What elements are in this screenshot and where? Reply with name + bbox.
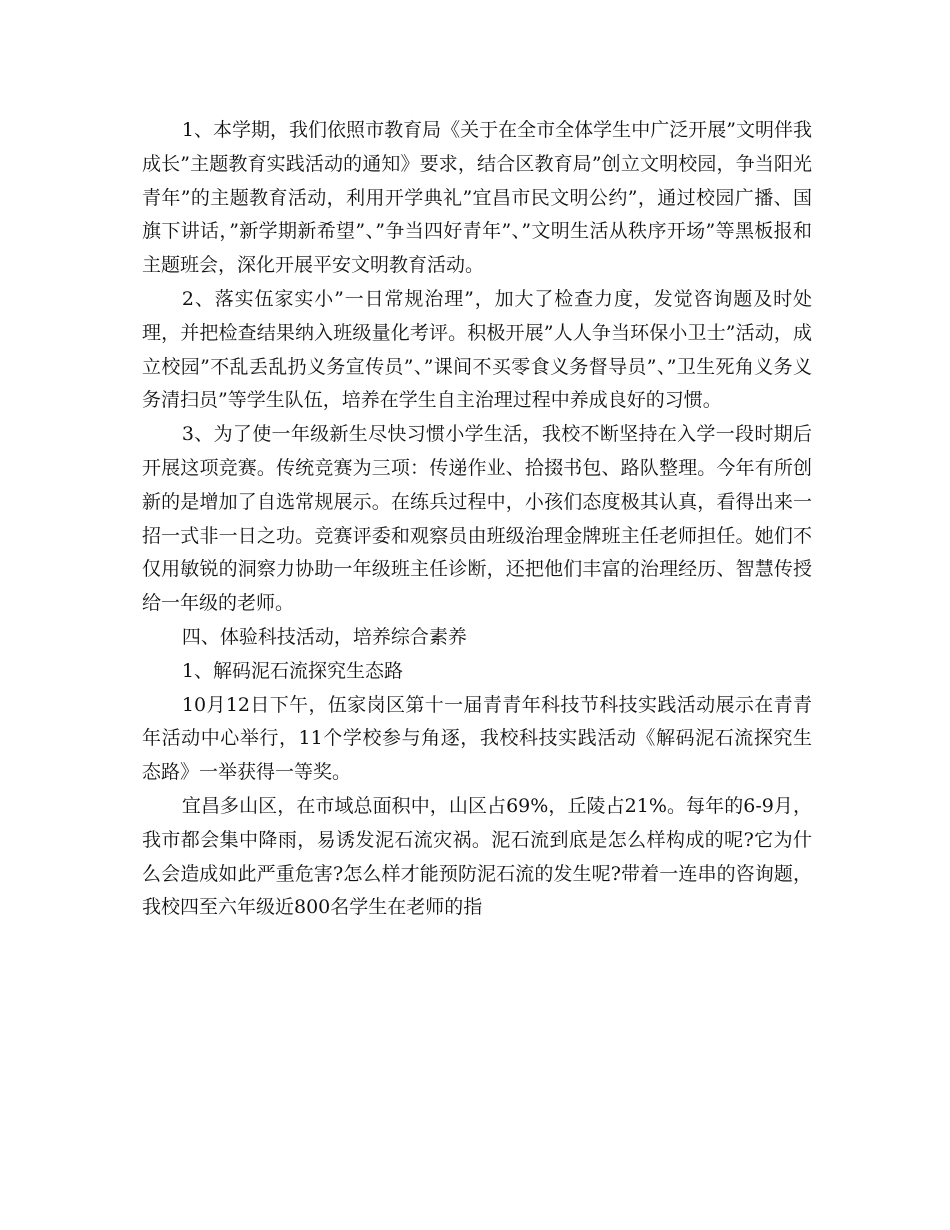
paragraph-2: 2、落实伍家实小”一日常规治理”，加大了检查力度，发觉咨询题及时处理，并把检查结果纳入班级量化考评。积极开展”人人争当环保小卫士”活动，成立校园”不乱丢乱扔义务宣传员”、”课间不买零食义务督导员”、”卫生死角义务义务清扫员”等学生队伍，培养在学生自主治理过程中养成良好的习惯。 <box>142 287 812 412</box>
section-heading: 四、体验科技活动，培养综合素养 <box>181 625 467 648</box>
paragraph-4: 10月12日下午，伍家岗区第十一届青青年科技节科技实践活动展示在青青年活动中心举行，11个学校参与角逐，我校科技实践活动《解码泥石流探究生态路》一举获得一等奖。 <box>142 693 812 784</box>
paragraph-3: 3、为了使一年级新生尽快习惯小学生活，我校不断坚持在入学一段时期后开展这项竞赛。传统竞赛为三项：传递作业、拾掇书包、路队整理。今年有所创新的是增加了自选常规展示。在练兵过程中，小孩们态度极其认真，看得出来一招一式非一日之功。竞赛评委和观察员由班级治理金牌班主任老师担任。她们不仅用敏锐的洞察力协助一年级班主任诊断，还把他们丰富的治理经历、智慧传授给一年级的老师。 <box>142 423 812 615</box>
subsection-heading: 1、解码泥石流探究生态路 <box>181 659 403 682</box>
document-body <box>142 114 812 925</box>
paragraph-1: 1、本学期，我们依照市教育局《关于在全市全体学生中广泛开展”文明伴我成长”主题教育实践活动的通知》要求，结合区教育局”创立文明校园，争当阳光青年”的主题教育活动，利用开学典礼”宜昌市民文明公约”，通过校园广播、国旗下讲话，”新学期新希望”、”争当四好青年”、”文明生活从秩序开场”等黑板报和主题班会，深化开展平安文明教育活动。 <box>142 119 812 277</box>
paragraph-5: 宜昌多山区，在市域总面积中，山区占69%，丘陵占21%。每年的6-9月，我市都会集中降雨，易诱发泥石流灾祸。泥石流到底是怎么样构成的呢?它为什么会造成如此严重危害?怎么样才能预防泥石流的发生呢?带着一连串的咨询题，我校四至六年级近800名学生在老师的指 <box>142 794 812 919</box>
